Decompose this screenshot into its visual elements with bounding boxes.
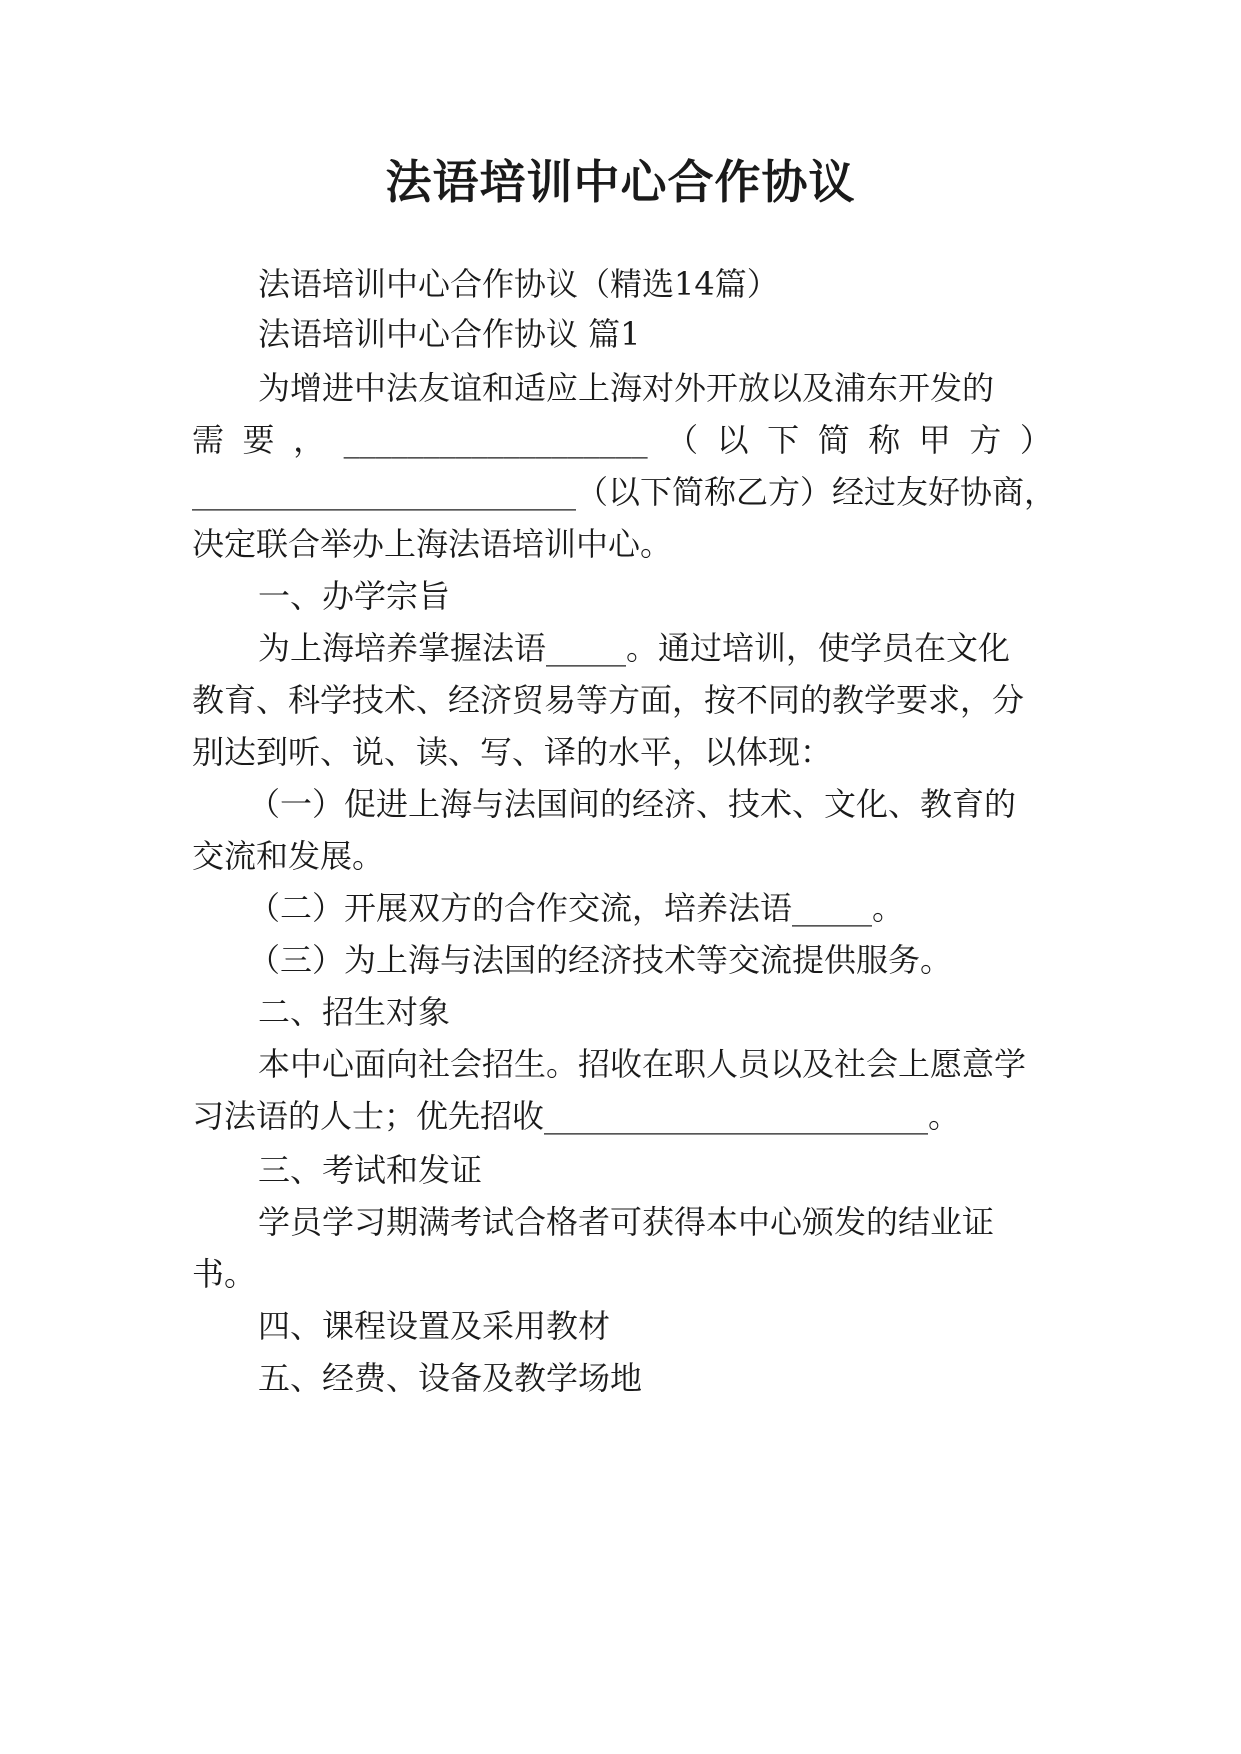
paragraph-1-line-2: 需 要 ， ___________________ （ 以 下 简 称 甲 方 ） [192,421,1052,459]
section-heading-2: 二、招生对象 [258,993,451,1031]
section-heading-3: 三、考试和发证 [258,1151,483,1189]
paragraph-1-line-1: 为增进中法友谊和适应上海对外开放以及浦东开发的 [258,369,995,407]
paragraph-3-line-2: 习法语的人士；优先招收________________________。 [192,1097,961,1135]
section-heading-1: 一、办学宗旨 [258,577,451,615]
section-heading-4: 四、课程设置及采用教材 [258,1307,611,1345]
paragraph-1-line-4: 决定联合举办上海法语培训中心。 [192,525,673,563]
item-1-line-2: 交流和发展。 [192,837,385,875]
paragraph-3-line-1: 本中心面向社会招生。招收在职人员以及社会上愿意学 [258,1045,1027,1083]
paragraph-4-line-1: 学员学习期满考试合格者可获得本中心颁发的结业证 [258,1203,995,1241]
item-1-line-1: （一）促进上海与法国间的经济、技术、文化、教育的 [248,785,1017,823]
paragraph-2-line-1: 为上海培养掌握法语_____。通过培训，使学员在文化 [258,629,1011,667]
item-2: （二）开展双方的合作交流，培养法语_____。 [248,889,905,927]
paragraph-2-line-2: 教育、科学技术、经济贸易等方面，按不同的教学要求，分 [192,681,1025,719]
section-heading-5: 五、经费、设备及教学场地 [258,1359,643,1397]
paragraph-1-line-3: ________________________（以下简称乙方）经过友好协商， [192,473,1057,511]
subtitle: 法语培训中心合作协议（精选14篇） [258,265,779,303]
paragraph-4-line-2: 书。 [192,1255,257,1293]
item-3: （三）为上海与法国的经济技术等交流提供服务。 [248,941,953,979]
blank-party-a: ___________________ [343,421,648,459]
paragraph-2-line-3: 别达到听、说、读、写、译的水平，以体现： [192,733,833,771]
chapter-heading: 法语培训中心合作协议 篇1 [258,315,641,353]
document-title: 法语培训中心合作协议 [385,155,856,209]
